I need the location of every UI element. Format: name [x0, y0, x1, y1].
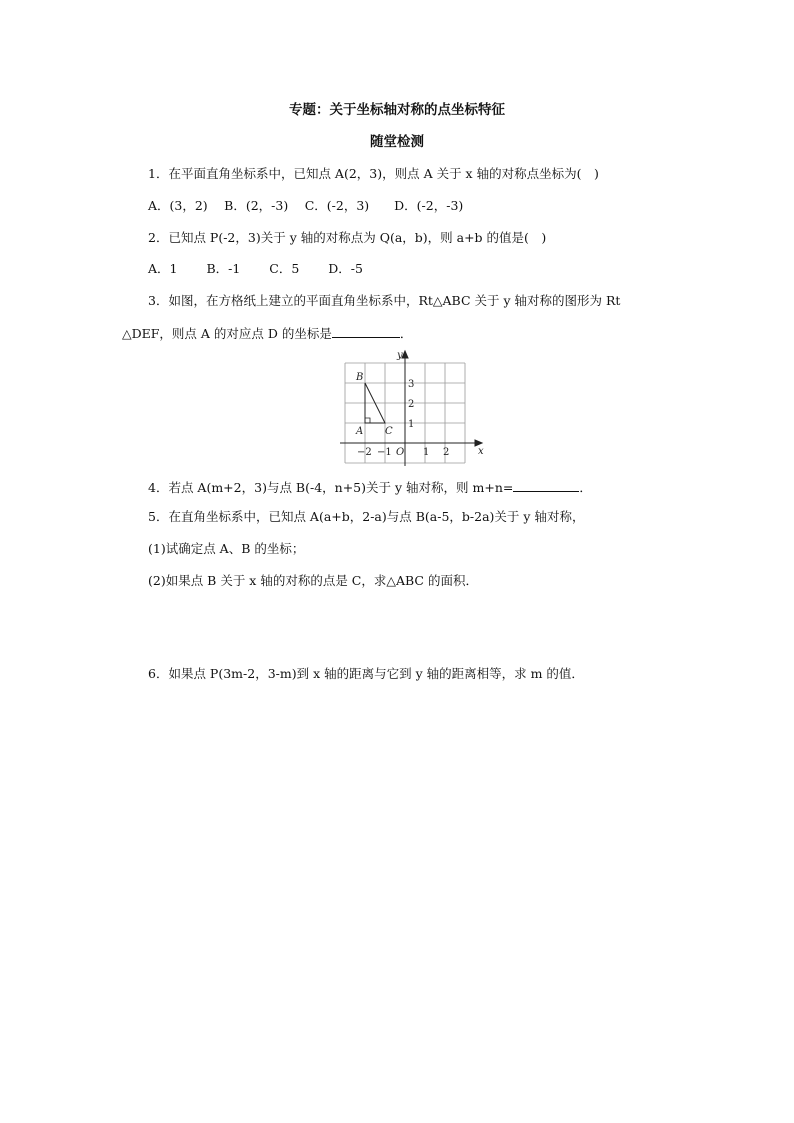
question-4-end: ． [579, 480, 592, 495]
x-tick-label: 2 [443, 447, 450, 458]
question-5-stem: 5．在直角坐标系中，已知点 A(a+b，2-a)与点 B(a-5，b-2a)关于 y 轴对称， [148, 509, 585, 524]
page-title: 专题：关于坐标轴对称的点坐标特征 [289, 102, 505, 118]
question-5-part2: (2)如果点 B 关于 x 轴的对称的点是 C，求△ABC 的面积． [148, 573, 478, 588]
page-subtitle: 随堂检测 [370, 134, 424, 150]
question-3-line2-end: ． [399, 326, 413, 341]
y-tick-label: 3 [408, 379, 415, 390]
x-tick-label: −1 [377, 447, 392, 458]
right-angle-mark [365, 418, 370, 423]
question-4-text: 4．若点 A(m+2，3)与点 B(-4，n+5)关于 y 轴对称，则 m+n= [148, 480, 514, 495]
question-1-options: A．(3，2) B．(2，-3) C．(-2，3) D．(-2，-3) [148, 198, 464, 213]
y-tick-label: 2 [408, 399, 415, 410]
question-3-line2-text: △DEF，则点 A 的对应点 D 的坐标是 [122, 326, 332, 341]
question-3-line1: 3．如图，在方格纸上建立的平面直角坐标系中，Rt△ABC 关于 y 轴对称的图形为 Rt [148, 293, 621, 308]
point-c-label: C [385, 426, 393, 437]
x-tick-label: −2 [357, 447, 372, 458]
question-6: 6．如果点 P(3m-2，3-m)到 x 轴的距离与它到 y 轴的距离相等，求 m 的值． [148, 666, 584, 681]
x-tick-label: 1 [423, 447, 430, 458]
question-3-line2 [122, 325, 412, 342]
y-tick-label: 1 [408, 419, 415, 430]
y-axis-arrow [402, 351, 408, 358]
coordinate-grid-figure [340, 348, 485, 466]
y-axis-label: y [397, 350, 403, 361]
x-axis-label: x [478, 446, 484, 457]
point-a-label: A [356, 426, 364, 437]
question-2-stem: 2．已知点 P(-2，3)关于 y 轴的对称点为 Q(a，b)，则 a+b 的值是( ) [148, 230, 547, 245]
question-1-stem: 1．在平面直角坐标系中，已知点 A(2，3)，则点 A 关于 x 轴的对称点坐标为( ) [148, 166, 599, 181]
question-2-options: A．1 B．-1 C．5 D．-5 [148, 261, 363, 276]
question-4 [148, 479, 592, 496]
point-b-label: B [356, 372, 364, 383]
origin-label: O [396, 447, 405, 458]
answer-blank [332, 325, 400, 338]
answer-blank [513, 479, 579, 492]
question-5-part1: (1)试确定点 A、B 的坐标； [148, 541, 305, 556]
